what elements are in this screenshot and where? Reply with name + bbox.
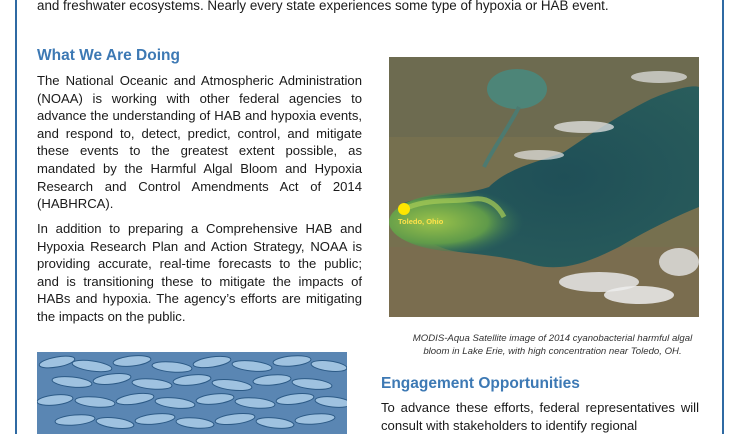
intro-last-line: and freshwater ecosystems. Nearly every state experiences some type of hypoxia or HAB event. [37,0,609,13]
satellite-image-lake-erie [389,57,699,317]
page-border-left [15,0,17,434]
what-we-are-doing-paragraph-1: The National Oceanic and Atmospheric Administration (NOAA) is working with other federal agencies to advance the understanding of HAB and hypoxia events, and respond to, detect, predict, control, and mitigate these events to the greatest extent possible, as mandated by the Harmful Algal Bloom and Hypoxia Research and Control Amendments Act of 2014 (HABHRCA). [37,73,362,212]
fish-kill-photo [37,352,347,434]
image-caption: MODIS-Aqua Satellite image of 2014 cyanobacterial harmful algal bloom in Lake Erie, with high concentration near Toledo, OH. [412,333,693,357]
engagement-paragraph: To advance these efforts, federal representatives will consult with stakeholders to identify regional [381,400,699,433]
map-label-toledo: Toledo, Ohio [398,217,444,226]
toledo-marker [398,203,410,215]
section-heading-what-we-are-doing: What We Are Doing [37,47,180,64]
what-we-are-doing-paragraph-2: In addition to preparing a Comprehensive HAB and Hypoxia Research Plan and Action Strategy, NOAA is providing accurate, real-time forecasts to the public; and is transitioning these to mitigate the impacts of HABs and hypoxia. The agency’s efforts are mitigating the impacts on the public. [37,221,362,324]
page-border-right [722,0,724,434]
section-heading-engagement: Engagement Opportunities [381,375,580,392]
